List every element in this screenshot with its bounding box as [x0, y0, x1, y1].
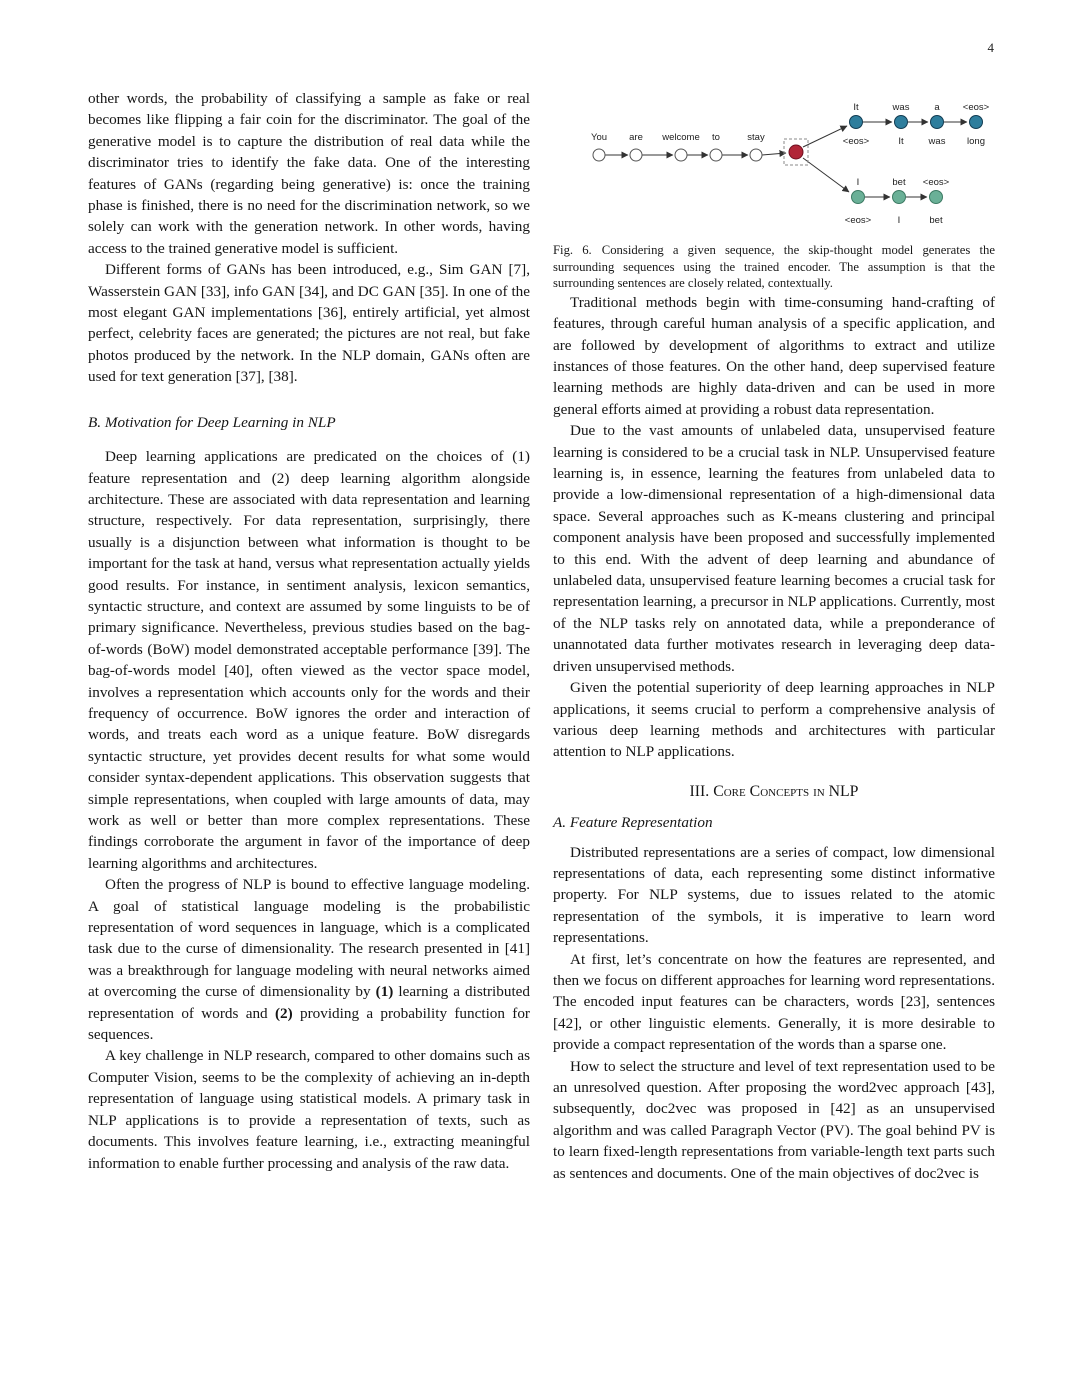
word-node [931, 116, 944, 129]
bottom-branch [845, 177, 950, 226]
word-label: <eos> [842, 136, 870, 147]
encoder-node [789, 145, 803, 159]
word-node [895, 116, 908, 129]
arrow-connectors [605, 122, 967, 197]
figure-caption-text: Considering a given sequence, the skip-thought model generates the surrounding sequences using the trained encoder. The assumption is that the surrounding sentences are closely related, contextually. [553, 243, 995, 291]
word-node [850, 116, 863, 129]
section-heading-core-concepts: III. Core Concepts in NLP [689, 782, 859, 800]
figure-6 [553, 92, 995, 292]
paragraph: Traditional methods begin with time-consuming hand-crafting of features, through careful human analysis of a specific application, and are followed by development of algorithms to extract and utilize instances of those features. On the other hand, deep supervised feature learning methods are highly data-driven and can be used in more general efforts aimed at providing a robust data representation. [553, 293, 995, 418]
word-label: I [856, 177, 860, 188]
word-label: You [590, 132, 608, 143]
word-label: a [934, 102, 940, 113]
paragraph: Given the potential superiority of deep learning approaches in NLP applications, it seems crucial to perform a comprehensive analysis of various deep learning methods and architectures with particular attention to NLP applications. [553, 679, 995, 761]
word-label: It [898, 136, 904, 147]
figure-label: Fig. 6. [553, 243, 592, 257]
word-label: long [967, 136, 985, 147]
right-column [553, 88, 995, 1184]
word-node [930, 191, 943, 204]
page-number: 4 [987, 40, 994, 55]
paragraph: Due to the vast amounts of unlabeled data, unsupervised feature learning is considered to be a crucial task in NLP. Unsupervised feature learning is, in essence, learning the features from unlabeled data to provide a low-dimensional representation of a high-dimensional data space. Several approaches such as K-means clustering and principal component analysis have been proposed and successfully implemented to this end. With the advent of deep learning and abundance of unlabeled data, unsupervised feature learning becomes a crucial task for representation learning, a precursor in NLP applications. Currently, most of the NLP tasks rely on annotated data, while a preponderance of unannotated data further motivates research in leveraging deep data-driven unsupervised methods. [553, 422, 995, 675]
word-label: <eos> [962, 102, 990, 113]
paragraph: Often the progress of NLP is bound to effective language modeling. A goal of statistical language modeling is the probabilistic representation of word sequences in language, which is a complicated task due to the curse of dimensionality. The research presented in [41] was a breakthrough for language modeling with neural networks aimed at overcoming the curse of dimensionality by (1) learning a distributed representation of words and (2) providing a probability function for sequences. [88, 876, 531, 1044]
encoder-node-group [784, 139, 808, 165]
word-label: bet [892, 177, 906, 188]
paragraph: How to select the structure and level of text representation used to be an unresolved question. After proposing the word2vec approach [43], subsequently, doc2vec was proposed in [42] as an unsupervised algorithm and was called Paragraph Vector (PV). The goal behind PV is to learn fixed-length representations from variable-length text parts such as sentences and documents. One of the main objectives of doc2vec is [553, 1057, 995, 1182]
paragraph: Deep learning applications are predicated on the choices of (1) feature representation and (2) deep learning algorithm alongside architecture. These are associated with data representation and learning structure, respectively. For data representation, surprisingly, there usually is a disjunction between what information is thought to be important for the task at hand, versus what representation actually yields good results. For instance, in sentiment analysis, lexicon semantics, syntactic structure, and context are assumed by some linguists to be of primary significance. Nevertheless, previous studies based on the bag-of-words (BoW) model demonstrated acceptable performance [39]. The bag-of-words model [40], often viewed as the vector space model, involves a representation which accounts only for the words and their frequency of occurrence. BoW ignores the order and interaction of words, and treats each word as a unique feature. BoW disregards syntactic structure, yet provides decent results for what some would consider syntax-dependent applications. This observation suggests that simple representations, when coupled with large amounts of data, may work as well or better than more complex representations. These findings corroborate the argument in favor of the importance of deep learning algorithms and architectures. [88, 448, 530, 872]
word-node [893, 191, 906, 204]
paragraph: At first, let’s concentrate on how the features are represented, and then we focus on different approaches for learning word representations. The encoded input features can be characters, words [23], sentences [42], or other linguistic elements. Generally, it is more desirable to provide a compact representation of the words than a sparse one. [553, 950, 995, 1054]
word-label: <eos> [844, 215, 872, 226]
word-label: <eos> [922, 177, 950, 188]
figure-caption [553, 242, 995, 292]
subsection-heading-motivation: B. Motivation for Deep Learning in NLP [88, 413, 336, 431]
word-label: bet [929, 215, 943, 226]
word-node [750, 149, 762, 161]
word-node [710, 149, 722, 161]
top-branch [843, 102, 990, 147]
paragraph: A key challenge in NLP research, compared to other domains such as Computer Vision, seems to be the complexity of achieving an in-depth representation of language using statistical models. A primary task in NLP applications is to provide a representation of texts, such as documents. This involves feature learning, i.e., extracting meaningful information to enable further processing and analysis of the raw data. [88, 1047, 530, 1172]
word-node [852, 191, 865, 204]
word-node [593, 149, 605, 161]
word-label: welcome [662, 132, 700, 143]
word-label: to [712, 132, 720, 143]
paragraph: Different forms of GANs has been introduced, e.g., Sim GAN [7], Wasserstein GAN [33], info GAN [34], and DC GAN [35]. In one of the most elegant GAN implementations [36], entirely artificial, yet almost perfect, celebrity faces are generated; the pictures are not real, but fake photos produced by the network. In the NLP domain, GANs often are used for text generation [37], [38]. [88, 261, 530, 386]
subsection-heading-feature-representation: A. Feature Representation [553, 814, 713, 832]
word-label: are [629, 132, 643, 143]
skip-thought-diagram [553, 92, 996, 242]
word-label: It [853, 102, 859, 113]
paragraph: Distributed representations are a series of compact, low dimensional representations of data, each representing some distinct informative property. For NLP systems, due to issues related to the atomic representation of the symbols, it is imperative to learn word representations. [553, 843, 995, 947]
word-label: stay [747, 132, 765, 143]
left-column [88, 88, 530, 1184]
word-label: was [928, 136, 946, 147]
two-column-layout [88, 88, 995, 1184]
main-sequence [591, 132, 765, 161]
word-label: I [897, 215, 901, 226]
word-label: was [892, 102, 910, 113]
word-node [630, 149, 642, 161]
word-node [675, 149, 687, 161]
word-node [970, 116, 983, 129]
paragraph: other words, the probability of classifying a sample as fake or real becomes like flipping a fair coin for the discriminator. The goal of the generative model is to capture the distribution of real data while the discriminator tries to identify the fake data. One of the interesting features of GANs (regarding being generative) is: once the training phase is finished, there is no need for the discrimination network, so we solely can work with the generation network. In other words, having access to the trained generative model is sufficient. [88, 90, 530, 257]
